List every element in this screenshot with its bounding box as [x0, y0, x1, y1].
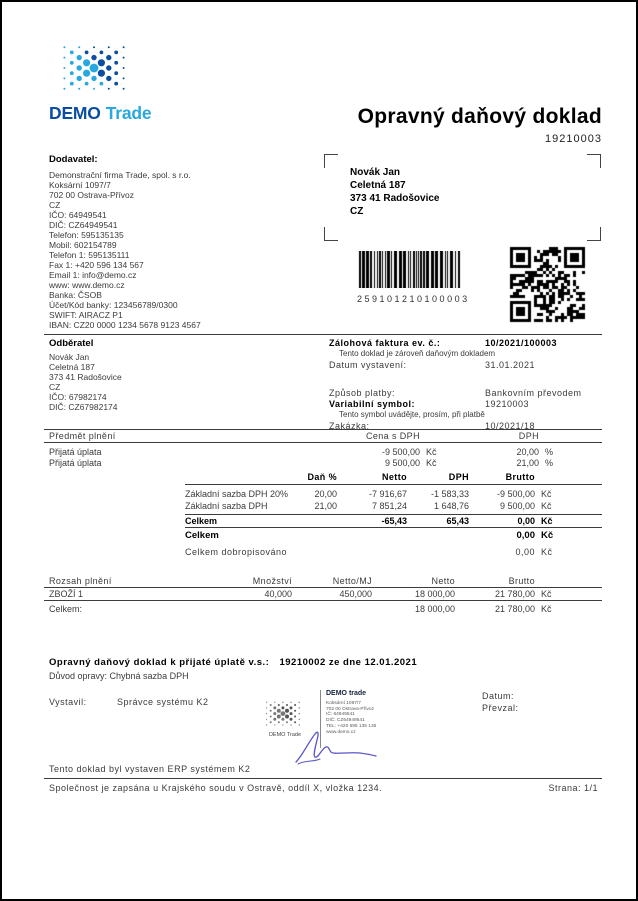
vat-row-label: Základní sazba DPH	[185, 501, 268, 511]
brutto-col-header: Brutto	[508, 576, 535, 586]
correction-label: Opravný daňový doklad k přijaté úplatě v.s.:	[49, 657, 270, 668]
subject-desc: Přijatá úplata	[49, 458, 102, 468]
subject-table	[44, 429, 602, 469]
netto-col-header: Netto	[431, 576, 455, 586]
grand-total-value: 0,00	[516, 530, 535, 541]
payment-method-row	[329, 388, 602, 399]
demo-trade-logo-text	[49, 103, 151, 124]
stamp-logo-caption: DEMO Trade	[268, 732, 302, 738]
address-window-corner-tr	[587, 154, 601, 168]
supplier-line: Demonstrační firma Trade, spol. s r.o.	[49, 170, 191, 180]
credited-total-value: 0,00	[515, 547, 535, 557]
variable-symbol-row	[329, 399, 602, 410]
stamp-line: TEL: +420 595 135 135	[326, 723, 377, 729]
stamp-brand: DEMO trade	[326, 690, 367, 697]
recipient-line: Novák Jan	[350, 167, 401, 178]
vat-row-dph: 1 648,76	[433, 501, 469, 511]
items-table	[44, 575, 602, 615]
items-total-brutto: 21 780,00	[494, 604, 535, 614]
supplier-line: Fax 1: +420 596 134 567	[49, 260, 144, 270]
erp-note: Tento doklad byl vystaven ERP systémem K2	[49, 764, 251, 774]
issued-by-label: Vystavil:	[49, 697, 87, 707]
divider	[185, 484, 602, 485]
vat-total-brutto: 0,00	[517, 516, 535, 526]
vat-total-row	[44, 515, 602, 527]
subject-price: -9 500,00	[381, 447, 420, 457]
customer-line: CZ	[49, 382, 61, 392]
supplier-line: IBAN: CZ20 0000 1234 5678 9123 4567	[49, 320, 201, 330]
logo-word-demo: DEMO	[49, 103, 101, 123]
address-window-corner-bl	[324, 227, 338, 241]
supplier-heading: Dodavatel:	[49, 154, 98, 165]
subject-vat-rate: 20,00	[516, 447, 539, 457]
recipient-line: Celetná 187	[350, 180, 406, 191]
brutto-col-header: Brutto	[505, 472, 535, 482]
grand-total-row	[44, 528, 602, 543]
correction-block	[49, 657, 417, 682]
correction-value: 19210002 ze dne 12.01.2021	[279, 657, 418, 668]
stamp-line: 702 00 Ostrava-Přívoz	[326, 706, 374, 712]
credited-total-row	[44, 546, 602, 558]
unit-price-col-header: Netto/MJ	[332, 576, 372, 586]
supplier-line: DIČ: CZ64949541	[49, 220, 118, 230]
document-number: 19210003	[545, 133, 602, 145]
vat-row	[44, 500, 602, 512]
advance-invoice-note: Tento doklad je zároveň daňovým dokladem	[339, 349, 496, 358]
percent-unit: %	[545, 447, 554, 457]
advance-invoice-number: 10/2021/100003	[485, 338, 558, 348]
variable-symbol-label: Variabilní symbol:	[329, 399, 416, 409]
invoice-info-block	[329, 338, 602, 432]
supplier-line: www: www.demo.cz	[49, 280, 125, 290]
supplier-line: Účet/Kód banky: 123456789/0300	[49, 300, 178, 310]
vat-row-netto: -7 916,67	[368, 489, 407, 499]
currency-unit: Kč	[541, 604, 552, 614]
item-qty: 40,000	[264, 589, 292, 599]
grand-total-label: Celkem	[185, 530, 219, 541]
title-block	[242, 105, 602, 145]
customer-line: 373 41 Radošovice	[49, 372, 122, 382]
dph-col-header: DPH	[448, 472, 469, 482]
customer-line: IČO: 67982174	[49, 392, 107, 402]
payment-method-label: Způsob platby:	[329, 388, 396, 398]
customer-line: Novák Jan	[49, 352, 90, 362]
advance-invoice-label: Zálohová faktura ev. č.:	[329, 338, 441, 348]
stamp-line: IČ: 64949541	[326, 712, 355, 718]
supplier-line: Mobil: 602154789	[49, 240, 117, 250]
vat-table	[44, 471, 602, 558]
items-total-label: Celkem:	[49, 604, 83, 614]
supplier-line: CZ	[49, 200, 61, 210]
qty-col-header: Množství	[252, 576, 292, 586]
advance-invoice-row	[329, 338, 602, 349]
supplier-block	[49, 154, 314, 330]
correction-reason: Důvod opravy: Chybná sazba DPH	[49, 671, 189, 681]
company-registration: Společnost je zapsána u Krajského soudu v Ostravě, oddíl X, vložka 1234.	[49, 783, 383, 793]
credited-total-label: Celkem dobropisováno	[185, 547, 288, 557]
variable-symbol-note: Tento symbol uvádějte, prosím, při platbě	[339, 410, 485, 419]
customer-line: DIČ: CZ67982174	[49, 402, 118, 412]
vat-row-netto: 7 851,24	[371, 501, 407, 511]
subject-row	[44, 458, 602, 469]
supplier-line: Telefon 1: 595135111	[49, 250, 130, 260]
barcode-block	[357, 251, 470, 304]
vat-row	[44, 488, 602, 500]
order-value: 10/2021/18	[485, 421, 536, 431]
supplier-line: Telefon: 595135135	[49, 230, 124, 240]
vat-row-rate: 20,00	[314, 489, 337, 499]
supplier-line: Banka: ČSOB	[49, 290, 102, 300]
supplier-lines	[49, 170, 314, 330]
vat-row-rate: 21,00	[314, 501, 337, 511]
customer-block	[49, 338, 314, 412]
issue-date-row	[329, 360, 602, 371]
recipient-address	[350, 166, 440, 218]
currency-unit: Kč	[541, 547, 553, 557]
items-total-row	[44, 603, 602, 615]
supplier-line: IČO: 64949541	[49, 210, 107, 220]
supplier-line: 702 00 Ostrava-Přívoz	[49, 190, 135, 200]
stamp-line: DIČ: CZ64949541	[326, 718, 365, 724]
recipient-line: 373 41 Radošovice	[350, 193, 440, 204]
item-brutto: 21 780,00	[494, 589, 535, 599]
issue-date-value: 31.01.2021	[485, 360, 536, 370]
divider	[44, 334, 602, 335]
issue-date-label: Datum vystavení:	[329, 360, 407, 370]
payment-method-value: Bankovním převodem	[485, 388, 582, 398]
address-window-corner-tl	[324, 154, 338, 168]
subject-price: 9 500,00	[384, 458, 420, 468]
date-label: Datum:	[482, 691, 515, 701]
item-row	[44, 588, 602, 600]
supplier-line: Email 1: info@demo.cz	[49, 270, 137, 280]
items-table-header	[44, 575, 602, 587]
divider	[44, 600, 602, 601]
customer-line: Celetná 187	[49, 362, 95, 372]
currency-unit: Kč	[541, 489, 552, 499]
page-title: Opravný daňový doklad	[357, 105, 602, 128]
supplier-line: SWIFT: AIRACZ P1	[49, 310, 123, 320]
vat-row-label: Základní sazba DPH 20%	[185, 489, 289, 499]
vat-total-label: Celkem	[185, 516, 218, 526]
subject-vat-rate: 21,00	[516, 458, 539, 468]
vat-row-dph: -1 583,33	[430, 489, 469, 499]
currency-unit: Kč	[541, 516, 553, 526]
supplier-line: Koksární 1097/7	[49, 180, 111, 190]
divider	[44, 778, 602, 779]
currency-unit: Kč	[426, 447, 437, 457]
currency-unit: Kč	[541, 501, 552, 511]
vat-total-dph: 65,43	[446, 516, 469, 526]
handwritten-signature	[288, 723, 383, 766]
subject-table-header	[44, 430, 602, 442]
customer-heading: Odběratel	[49, 338, 94, 349]
address-window-corner-br	[587, 227, 601, 241]
netto-col-header: Netto	[382, 472, 407, 482]
percent-unit: %	[545, 458, 554, 468]
vat-table-header	[44, 471, 602, 484]
recipient-line: CZ	[350, 206, 364, 217]
received-by-label: Převzal:	[482, 703, 519, 713]
vat-total-netto: -65,43	[381, 516, 407, 526]
vat-col-header: DPH	[518, 431, 539, 441]
logo-word-trade: Trade	[105, 103, 152, 123]
stamp-line: Koksární 1097/7	[326, 701, 361, 706]
item-unit-price: 450,000	[339, 589, 372, 599]
barcode	[357, 251, 463, 288]
company-stamp	[254, 688, 384, 766]
page-number: Strana: 1/1	[548, 783, 598, 793]
currency-unit: Kč	[426, 458, 437, 468]
issued-by-value: Správce systému K2	[117, 697, 209, 707]
subject-col-header: Předmět plnění	[49, 431, 116, 441]
scope-col-header: Rozsah plnění	[49, 576, 112, 586]
qr-code	[507, 244, 588, 325]
variable-symbol-value: 19210003	[485, 399, 530, 409]
correction-title	[49, 657, 417, 669]
subject-row	[44, 447, 602, 458]
order-label: Zakázka:	[329, 421, 370, 431]
items-total-netto: 18 000,00	[414, 604, 455, 614]
vat-row-brutto: 9 500,00	[499, 501, 535, 511]
demo-trade-logo-dots	[56, 36, 134, 100]
subject-desc: Přijatá úplata	[49, 447, 102, 457]
currency-unit: Kč	[541, 530, 554, 541]
currency-unit: Kč	[541, 589, 552, 599]
item-name: ZBOŽÍ 1	[49, 589, 84, 599]
price-col-header: Cena s DPH	[365, 431, 420, 441]
vat-rate-col-header: Daň %	[307, 472, 337, 482]
vat-row-brutto: -9 500,00	[496, 489, 535, 499]
barcode-number: 259101210100003	[357, 294, 470, 304]
divider	[44, 442, 602, 443]
customer-lines	[49, 352, 314, 412]
stamp-line: www.demo.cz	[326, 729, 356, 735]
item-netto: 18 000,00	[414, 589, 455, 599]
